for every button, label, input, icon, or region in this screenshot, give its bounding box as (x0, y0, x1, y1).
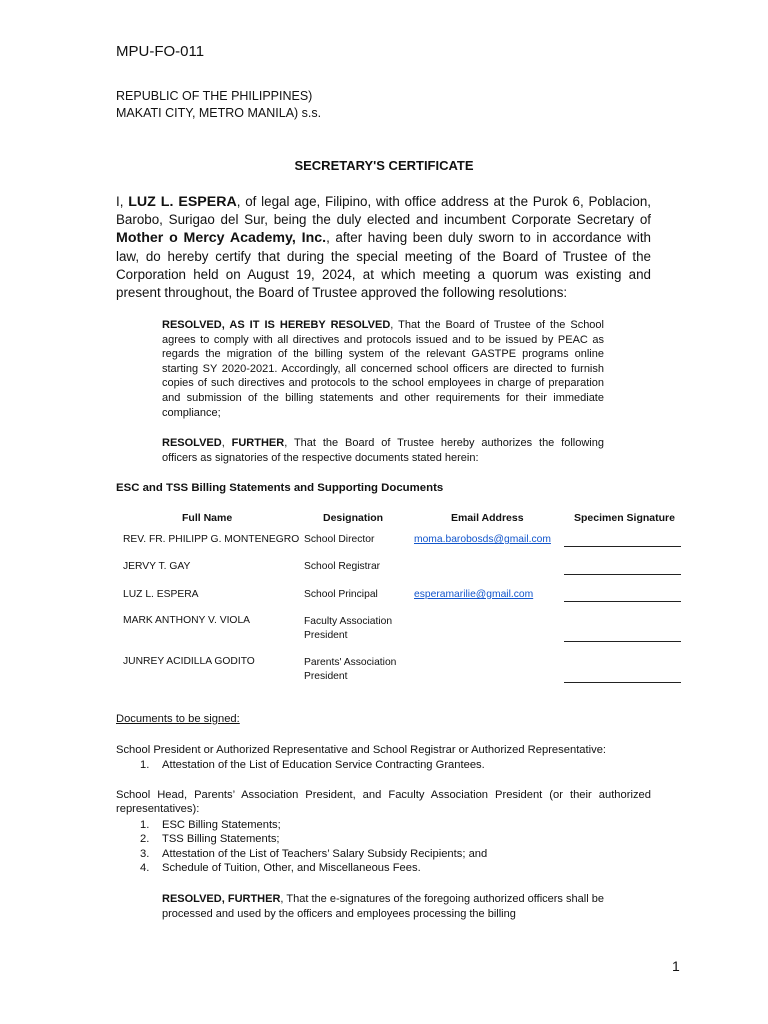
group-2-item-4-number: 4. (140, 862, 150, 874)
column-header-email: Email Address (451, 512, 524, 524)
group-2-item-2: TSS Billing Statements; (162, 833, 280, 845)
form-code: MPU-FO-011 (116, 43, 205, 60)
table-row-5-designation: Parents' Association President (304, 657, 397, 682)
venue-block (116, 88, 321, 122)
resolution-2-text: , That the Board of Trustee hereby authorizes the following officers as signatories of the respective documents stated herein: (162, 437, 604, 464)
table-row-4-signature-line (564, 641, 681, 642)
resolution-3-text: , That the e-signatures of the foregoing authorized officers shall be processed and used by the officers and employees processing the billing (162, 893, 605, 920)
intro-paragraph (116, 193, 651, 302)
table-row-2-designation: School Registrar (304, 561, 381, 572)
resolution-1 (162, 318, 604, 420)
table-row-2-name: JERVY T. GAY (123, 561, 191, 572)
table-row-5-signature-line (564, 682, 681, 683)
resolution-2 (162, 436, 604, 465)
resolution-2-sep: , (221, 437, 232, 449)
table-row-2-signature-line (564, 574, 681, 575)
group-2-item-3-number: 3. (140, 848, 150, 860)
resolution-2-lead-2: FURTHER (231, 437, 285, 449)
resolution-1-lead: RESOLVED, AS IT IS HEREBY RESOLVED (162, 319, 391, 331)
table-row-4-designation: Faculty Association President (304, 616, 393, 641)
group-2-item-1-number: 1. (140, 819, 150, 831)
resolution-2-lead-1: RESOLVED (162, 437, 222, 449)
table-row-1-email-link[interactable]: moma.barobosds@gmail.com (414, 534, 551, 545)
table-row-3-name: LUZ L. ESPERA (123, 589, 199, 600)
column-header-signature: Specimen Signature (574, 512, 675, 524)
intro-text-1: I, (116, 194, 129, 209)
table-row-1-signature-line (564, 546, 681, 547)
group-1-item-1-number: 1. (140, 759, 150, 771)
group-2-item-3: Attestation of the List of Teachers’ Salary Subsidy Recipients; and (162, 848, 488, 860)
resolution-3-lead: RESOLVED, FURTHER (162, 893, 281, 905)
corporation-name: Mother o Mercy Academy, Inc. (116, 230, 327, 247)
group-2-item-1: ESC Billing Statements; (162, 819, 281, 831)
column-header-full-name: Full Name (182, 512, 233, 524)
venue-line-2: MAKATI CITY, METRO MANILA) s.s. (116, 106, 322, 120)
resolution-1-text: , That the Board of Trustee of the School agrees to comply with all directives and protocols issued and to be issued by PEAC as regards the migration of the billing system of the relevant GASTPE programs online starting SY 2020-2021. Accordingly, all concerned school officers are directed to furnish copies of such directives and protocols to the school employees in charge of preparation and submission of the billing statements and other requirements for their immediate compliance; (162, 319, 604, 419)
table-heading: ESC and TSS Billing Statements and Supporting Documents (116, 482, 444, 494)
page-number: 1 (672, 958, 680, 974)
group-2-item-4: Schedule of Tuition, Other, and Miscellaneous Fees. (162, 862, 421, 874)
table-row-3-email-link[interactable]: esperamarilie@gmail.com (414, 589, 534, 600)
venue-line-1: REPUBLIC OF THE PHILIPPINES) (116, 89, 313, 103)
intro-text-3: , after having been duly sworn to in accordance with law, do hereby certify that during the special meeting of the Board of Trustee of the Corporation held on August 19, 2024, at which meeting a quorum was existing and present throughout, the Board of Trustee approved the following resolutions: (116, 230, 651, 301)
intro-text-2: , of legal age, Filipino, with office address at the Purok 6, Poblacion, Barobo, Surigao del Sur, being the duly elected and incumbent Corporate Secretary of (116, 194, 651, 228)
table-row-1-designation: School Director (304, 534, 375, 545)
page-title: SECRETARY'S CERTIFICATE (294, 158, 474, 173)
group-1-intro: School President or Authorized Representative and School Registrar or Authorized Representative: (116, 744, 607, 756)
table-row-5-name: JUNREY ACIDILLA GODITO (123, 656, 255, 667)
resolution-3 (162, 892, 604, 921)
documents-heading: Documents to be signed: (116, 713, 240, 725)
table-row-1-name: REV. FR. PHILIPP G. MONTENEGRO (123, 534, 300, 545)
group-1-item-1: Attestation of the List of Education Service Contracting Grantees. (162, 759, 485, 771)
table-row-4-name: MARK ANTHONY V. VIOLA (123, 615, 251, 626)
group-2-item-2-number: 2. (140, 833, 150, 845)
table-row-3-designation: School Principal (304, 589, 378, 600)
table-row-3-signature-line (564, 601, 681, 602)
group-2-intro: School Head, Parents’ Association President, and Faculty Association President (or their authorized representatives): (116, 789, 651, 816)
secretary-name: LUZ L. ESPERA (128, 194, 237, 210)
column-header-designation: Designation (323, 512, 384, 524)
